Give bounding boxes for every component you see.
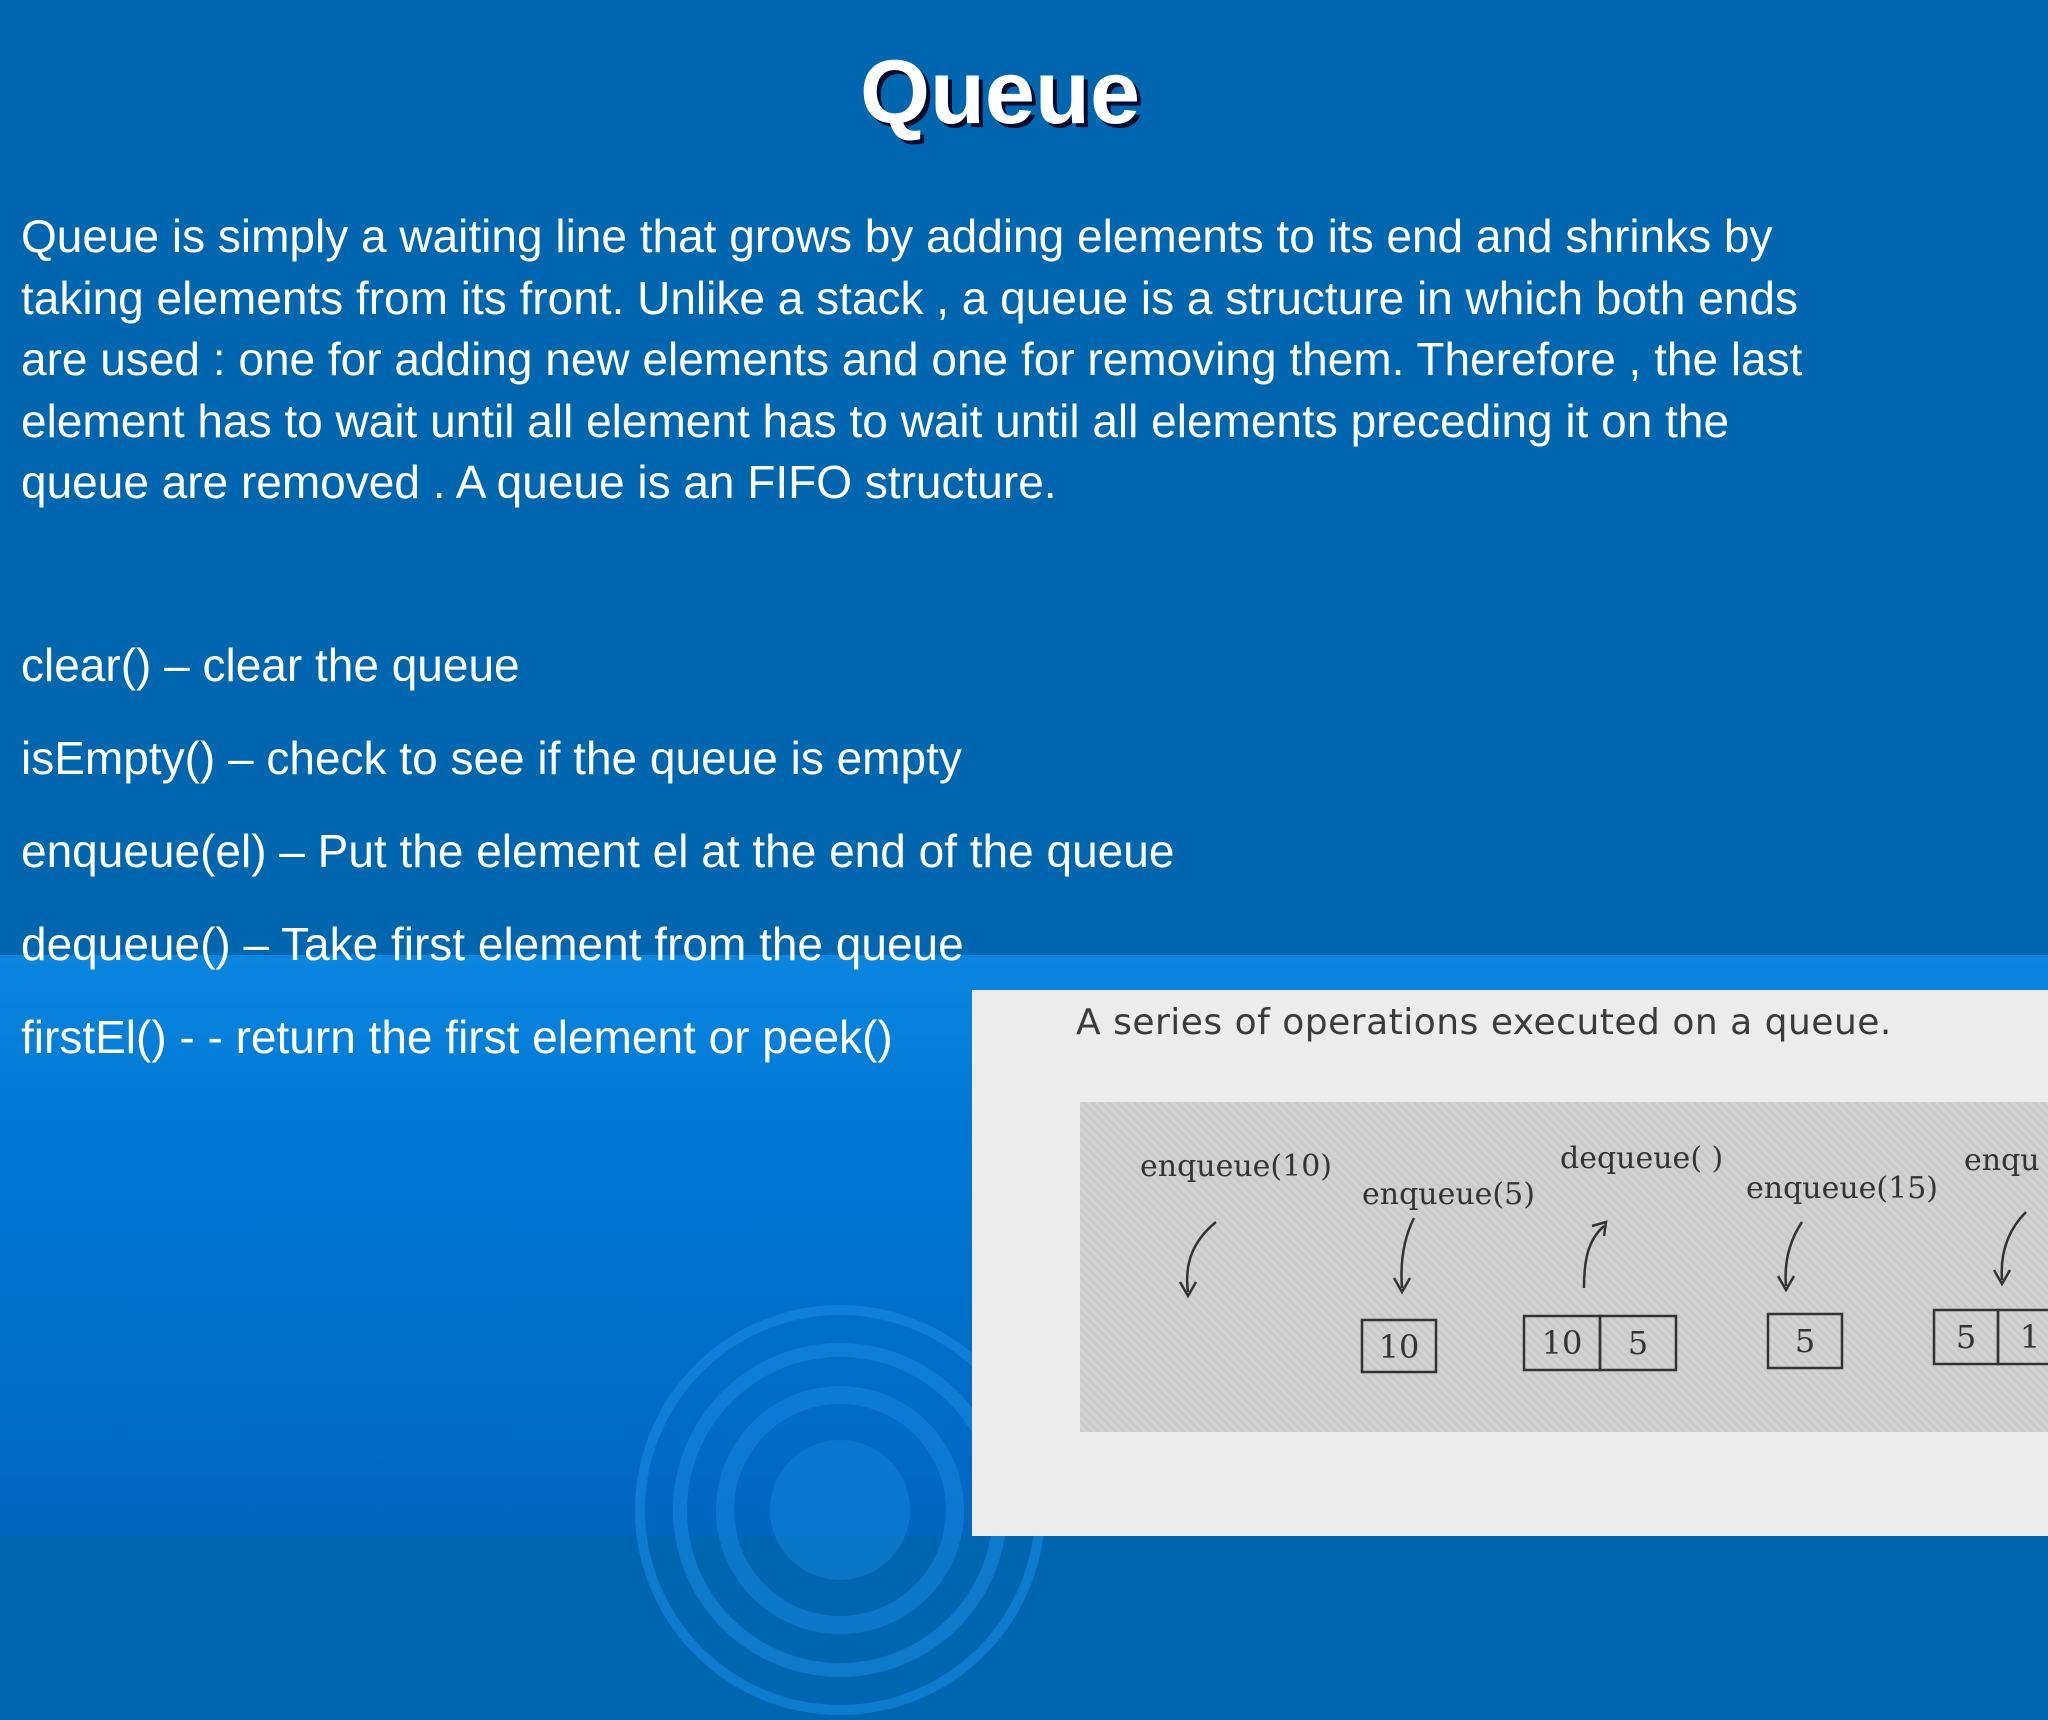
queue-cell-value: 5 [1794, 1322, 1816, 1360]
queue-cell-value: 10 [1378, 1328, 1420, 1366]
step-3-op-label: dequeue( ) [1560, 1141, 1724, 1176]
operation-isempty: isEmpty() – check to see if the queue is empty [21, 732, 962, 784]
step-3 [1524, 1141, 1723, 1370]
step-5 [1934, 1143, 2048, 1364]
operation-dequeue: dequeue() – Take first element from the queue [21, 918, 964, 970]
step-2 [1362, 1177, 1535, 1372]
step-4 [1746, 1171, 1938, 1368]
queue-cell-value: 10 [1541, 1324, 1583, 1362]
queue-operations-figure [972, 990, 2048, 1536]
definition-paragraph: Queue is simply a waiting line that grows by adding elements to its end and shrinks by taking elements from its front. Unlike a stack , a queue is a structure in which both ends are used : one for adding new elements and one for removing them. Therefore , the last element has to wait until all element has to wait until all elements preceding it on the queue are removed . A queue is an FIFO structure. [21, 210, 1803, 508]
queue-cell-value: 5 [1627, 1324, 1649, 1362]
operation-firstel: firstEl() - - return the first element or peek() [21, 1011, 893, 1063]
operation-clear: clear() – clear the queue [21, 639, 520, 691]
step-1 [1140, 1149, 1332, 1296]
slide-title: Queue [859, 43, 1141, 143]
step-5-op-label: enqu [1964, 1143, 2040, 1178]
step-4-op-label: enqueue(15) [1746, 1171, 1939, 1206]
figure-caption: A series of operations executed on a queue. [1076, 1002, 1892, 1043]
operation-enqueue: enqueue(el) – Put the element el at the end of the queue [21, 825, 1175, 877]
queue-diagram [972, 990, 2048, 1536]
queue-cell-value: 5 [1955, 1318, 1977, 1356]
step-1-op-label: enqueue(10) [1140, 1149, 1333, 1184]
step-2-op-label: enqueue(5) [1362, 1177, 1535, 1212]
queue-cell-value: 1 [2019, 1318, 2041, 1356]
